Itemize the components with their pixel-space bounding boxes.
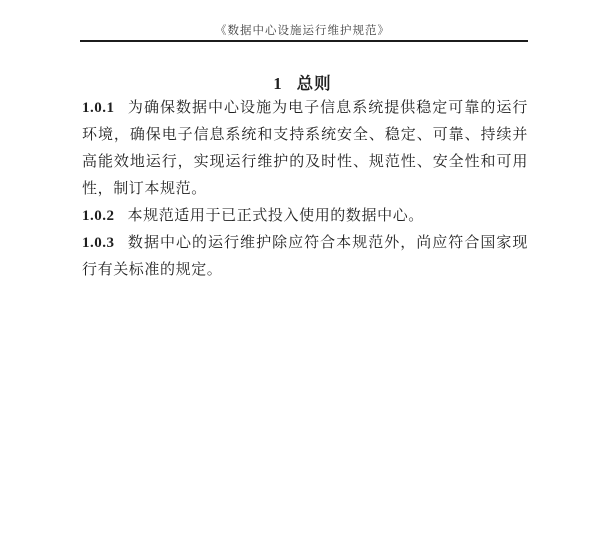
clause-number: 1.0.2	[82, 208, 115, 224]
clause-1-0-3	[82, 230, 528, 284]
header-rule-divider	[80, 40, 528, 42]
chapter-heading	[0, 70, 605, 94]
running-header: 《数据中心设施运行维护规范》	[215, 25, 390, 37]
clause-text: 本规范适用于已正式投入使用的数据中心。	[127, 208, 424, 224]
clauses-section	[82, 95, 528, 284]
clause-text: 为确保数据中心设施为电子信息系统提供稳定可靠的运行环境，确保电子信息系统和支持系统安全、稳定、可靠、持续并高能效地运行，实现运行维护的及时性、规范性、安全性和可用性，制订本规范。	[82, 100, 528, 197]
clause-1-0-1	[82, 95, 528, 203]
clause-1-0-2	[82, 203, 528, 230]
chapter-title: 总则	[296, 74, 332, 93]
chapter-number: 1	[273, 74, 283, 93]
clause-text: 数据中心的运行维护除应符合本规范外，尚应符合国家现行有关标准的规定。	[82, 235, 528, 278]
clause-number: 1.0.3	[82, 235, 115, 251]
clause-number: 1.0.1	[82, 100, 115, 116]
